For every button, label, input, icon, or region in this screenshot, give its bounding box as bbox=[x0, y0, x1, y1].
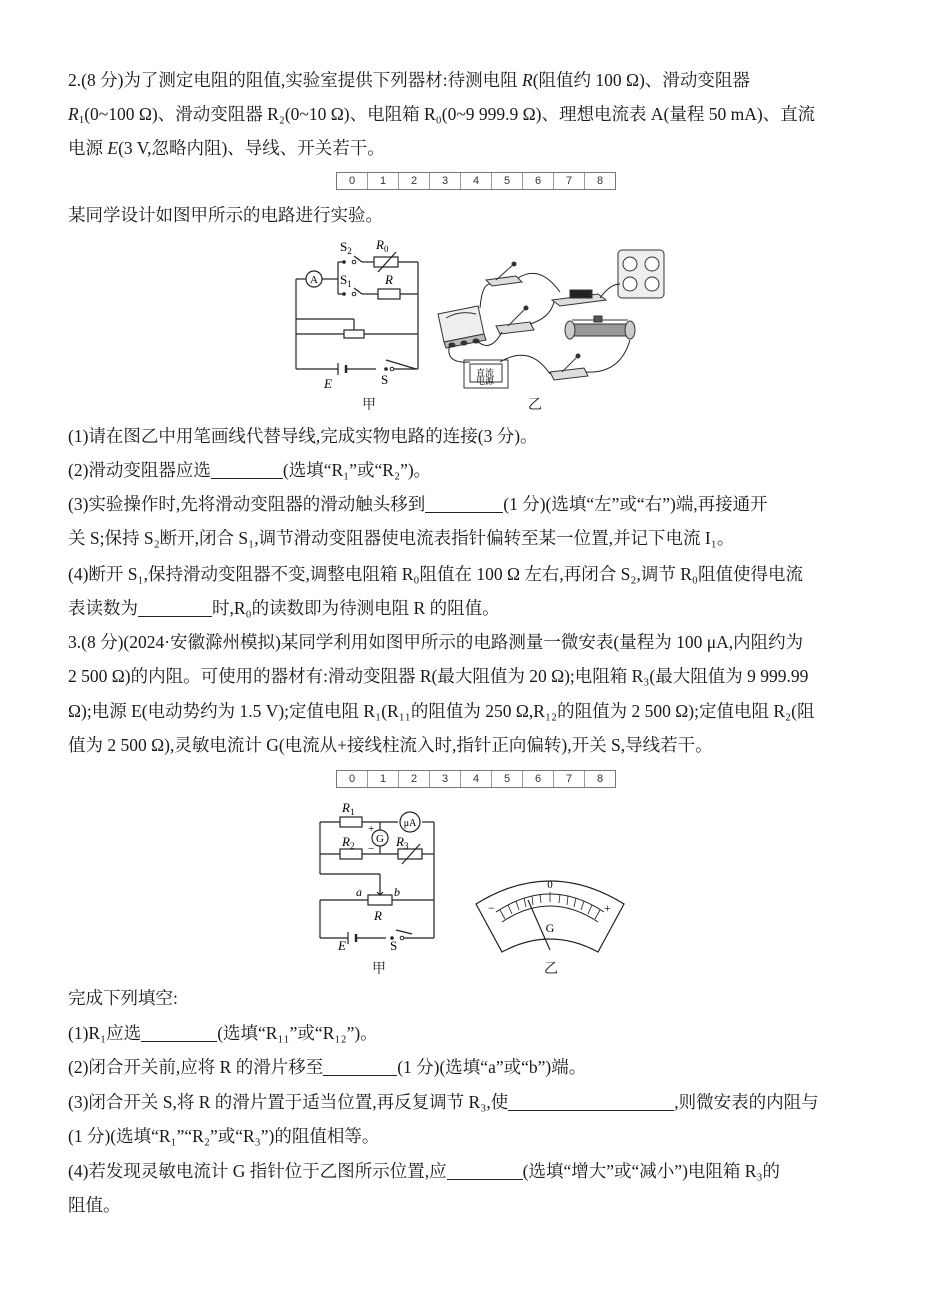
score-cell[interactable]: 1 bbox=[368, 173, 399, 189]
q2-fig-jia-caption: 甲 bbox=[362, 398, 376, 413]
score-cell[interactable]: 3 bbox=[430, 173, 461, 189]
r0-label: $R_0$ bbox=[376, 237, 389, 254]
dc-power-label-2: 电源 bbox=[475, 376, 495, 386]
q3-part-4-cont: 阻值。 bbox=[68, 1195, 121, 1215]
score-cell[interactable]: 7 bbox=[554, 771, 585, 787]
score-cell[interactable]: 6 bbox=[523, 173, 554, 189]
q3-part-1: (1)R₁应选 (选填“R₁₁”或“R₁₂”)。 bbox=[68, 1023, 378, 1043]
r-label: R bbox=[385, 272, 393, 287]
score-cell[interactable]: 4 bbox=[461, 771, 492, 787]
score-cell[interactable]: 3 bbox=[430, 771, 461, 787]
r3-label: $R_3$ bbox=[396, 834, 409, 851]
galvanometer-label: G bbox=[376, 833, 384, 845]
microammeter-label: μA bbox=[403, 818, 417, 829]
q3-part-3-cont: (1 分)(选填“R₁”“R₂”或“R₃”)的阻值相等。 bbox=[68, 1126, 380, 1146]
q3-part-4: (4)若发现灵敏电流计 G 指针位于乙图所示位置,应 (选填“增大”或“减小”)电阻箱 R₃的 bbox=[68, 1161, 781, 1181]
s2-label: $S_2$ bbox=[340, 239, 352, 256]
g-minus-label: − bbox=[368, 843, 375, 855]
answer-blank-q2-4[interactable] bbox=[138, 598, 212, 617]
galvanometer-dial bbox=[470, 870, 630, 960]
score-cell[interactable]: 2 bbox=[399, 771, 430, 787]
e-label: E bbox=[338, 938, 346, 953]
score-cell[interactable]: 0 bbox=[337, 771, 368, 787]
score-cell[interactable]: 2 bbox=[399, 173, 430, 189]
score-cell[interactable]: 5 bbox=[492, 173, 523, 189]
dial-minus-label: − bbox=[488, 901, 495, 915]
answer-blank-q2-2[interactable] bbox=[211, 460, 283, 479]
q2-part-4: (4)断开 S₁,保持滑动变阻器不变,调整电阻箱 R₀阻值在 100 Ω 左右,再闭合 S₂,调节 R₀阻值使得电流 bbox=[68, 564, 803, 584]
q3-fig-yi-caption: 乙 bbox=[544, 962, 558, 977]
q3-line-2: 2 500 Ω)的内阻。可使用的器材有:滑动变阻器 R(最大阻值为 20 Ω);电阻箱 R₃(最大阻值为 9 999.99 bbox=[68, 666, 809, 686]
score-cell[interactable]: 5 bbox=[492, 771, 523, 787]
s-label: S bbox=[390, 938, 398, 953]
answer-blank-q3-1[interactable] bbox=[141, 1023, 217, 1042]
answer-blank-q3-3a[interactable] bbox=[508, 1092, 674, 1111]
q2-line-1: 2.(8 分)为了测定电阻的阻值,实验室提供下列器材:待测电阻 R(阻值约 100 Ω)、滑动变阻器 bbox=[68, 70, 750, 90]
score-cell[interactable]: 7 bbox=[554, 173, 585, 189]
dial-g-label: G bbox=[545, 921, 555, 935]
q3-part-3: (3)闭合开关 S,将 R 的滑片置于适当位置,再反复调节 R₃,使 ,则微安表的内阻与 bbox=[68, 1092, 819, 1112]
dial-zero-label: 0 bbox=[547, 879, 553, 891]
q2-part-2: (2)滑动变阻器应选 (选填“R₁”或“R₂”)。 bbox=[68, 460, 432, 480]
q2-line-2: $R_1(0\sim 100$ Ω)、滑动变阻器 R₂(0~10 Ω)、电阻箱 R₀(0~9 999.9 Ω)、理想电流表 A(量程 50 mA)、直流 bbox=[68, 104, 816, 126]
a-label: a bbox=[356, 885, 362, 899]
s-label: S bbox=[381, 372, 389, 387]
q3-line-3: Ω);电源 E(电动势约为 1.5 V);定值电阻 R₁(R₁₁的阻值为 250 Ω,R₁₂的阻值为 2 500 Ω);定值电阻 R₂(阻 bbox=[68, 701, 815, 721]
score-bar-q2 bbox=[336, 172, 616, 190]
q2-part-1: (1)请在图乙中用笔画线代替导线,完成实物电路的连接(3 分)。 bbox=[68, 426, 538, 446]
q2-intro: 某同学设计如图甲所示的电路进行实验。 bbox=[68, 205, 383, 225]
q3-line-4: 值为 2 500 Ω),灵敏电流计 G(电流从+接线柱流入时,指针正向偏转),开关 S,导线若干。 bbox=[68, 735, 713, 755]
score-cell[interactable]: 8 bbox=[596, 175, 604, 187]
score-bar-q3 bbox=[336, 770, 616, 788]
answer-blank-q3-2[interactable] bbox=[323, 1057, 397, 1076]
q3-circuit-diagram bbox=[312, 798, 442, 958]
s1-label: $S_1$ bbox=[340, 272, 352, 289]
e-label: E bbox=[324, 376, 332, 391]
answer-blank-q2-3[interactable] bbox=[425, 494, 503, 513]
q3-line-1: 3.(8 分)(2024·安徽滁州模拟)某同学利用如图甲所示的电路测量一微安表(量程为 100 μA,内阻约为 bbox=[68, 632, 804, 652]
b-label: b bbox=[394, 885, 400, 899]
dial-plus-label: + bbox=[604, 901, 611, 915]
dc-power-label-1: 直流 bbox=[475, 368, 495, 378]
q2-part-3: (3)实验操作时,先将滑动变阻器的滑动触头移到 (1 分)(选填“左”或“右”)端,再接通开 bbox=[68, 494, 768, 514]
score-cell[interactable]: 0 bbox=[337, 173, 368, 189]
score-cell[interactable]: 8 bbox=[596, 773, 604, 785]
q3-intro: 完成下列填空: bbox=[68, 988, 178, 1008]
q2-part-3-cont: 关 S;保持 S₂断开,闭合 S₁,调节滑动变阻器使电流表指针偏转至某一位置,并记下电流 I₁。 bbox=[68, 528, 735, 548]
r-label: R bbox=[374, 908, 382, 923]
ammeter-label: A bbox=[310, 274, 318, 286]
r2-label: $R_2$ bbox=[342, 834, 355, 851]
q2-part-4-cont: 表读数为 时,R₀的读数即为待测电阻 R 的阻值。 bbox=[68, 598, 500, 618]
q3-part-2: (2)闭合开关前,应将 R 的滑片移至 (1 分)(选填“a”或“b”)端。 bbox=[68, 1057, 587, 1077]
q2-circuit-diagram bbox=[288, 234, 428, 394]
score-cell[interactable]: 1 bbox=[368, 771, 399, 787]
score-cell[interactable]: 6 bbox=[523, 771, 554, 787]
q2-apparatus-illustration bbox=[430, 244, 670, 394]
q2-line-3: 电源 E(3 V,忽略内阻)、导线、开关若干。 bbox=[68, 138, 385, 158]
q3-fig-jia-caption: 甲 bbox=[372, 962, 386, 977]
g-plus-label: + bbox=[368, 823, 375, 835]
r1-label: $R_1$ bbox=[342, 800, 355, 817]
q2-fig-yi-caption: 乙 bbox=[528, 398, 542, 413]
answer-blank-q3-4[interactable] bbox=[447, 1161, 523, 1180]
score-cell[interactable]: 4 bbox=[461, 173, 492, 189]
